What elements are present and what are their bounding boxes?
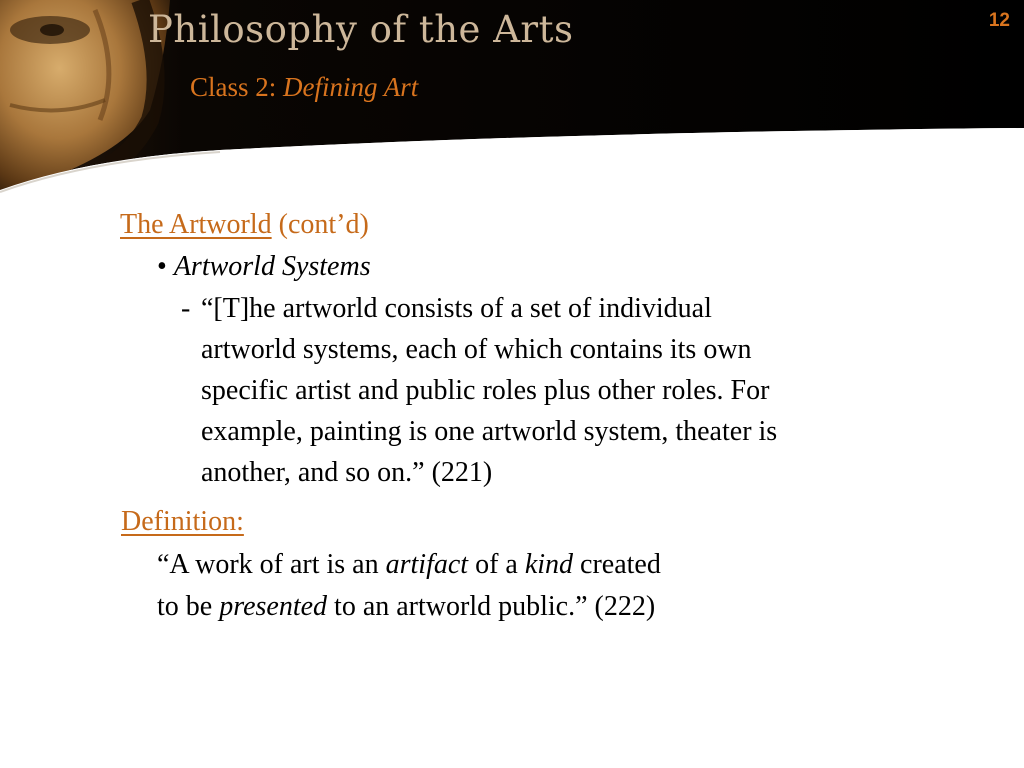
def2-italic-presented: presented [219,591,328,622]
quote-line-3: specific artist and public roles plus other roles. For [201,375,770,406]
quote-dash: - [181,293,191,324]
def2-text-a: to be [157,591,220,622]
def1-italic-artifact: artifact [385,549,469,580]
quote-line-4: example, painting is one artworld system, theater is [201,416,778,447]
def1-text-c: created [573,549,661,580]
section-heading-artworld [120,208,369,242]
bullet-artworld-systems [157,250,371,284]
subtitle-prefix: Class 2: [190,72,284,102]
def1-italic-kind: kind [524,549,574,580]
def1-text-b: of a [468,549,525,580]
quote-line-1: “[T]he artworld consists of a set of individual [201,293,712,324]
course-title: Philosophy of the Arts [148,8,574,51]
quote-line-5: another, and so on.” (221) [201,457,493,488]
def1-text-a: “A work of art is an [157,549,386,580]
def2-text-b: to an artworld public.” (222) [327,591,656,622]
subtitle-topic: Defining Art [283,72,419,102]
definition-line-2 [157,590,655,624]
section-heading-definition [121,505,244,539]
artworld-link[interactable]: The Artworld [120,209,272,240]
definition-heading: Definition: [121,506,244,537]
heading-suffix: (cont’d) [271,209,369,240]
definition-line-1 [157,548,661,582]
bullet-text: Artworld Systems [173,251,371,282]
bullet-marker: • [157,251,167,282]
slide-number: 12 [988,10,1010,31]
quote-line-2: artworld systems, each of which contains its own [201,334,752,365]
